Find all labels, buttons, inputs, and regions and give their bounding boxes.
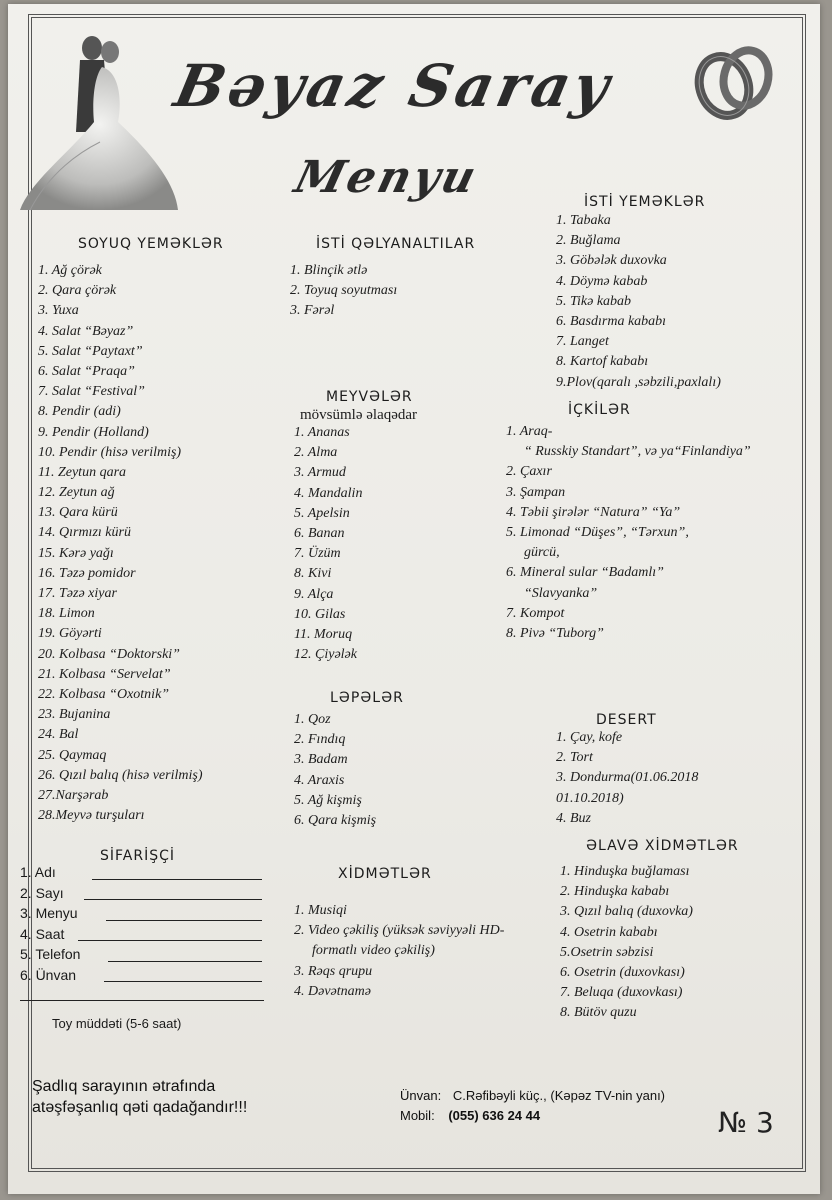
menu-item: 5.Osetrin səbzisi	[560, 944, 654, 960]
menu-item: 20. Kolbasa “Doktorski”	[38, 646, 180, 662]
customer-field[interactable]	[20, 924, 270, 945]
menu-item: 9. Alça	[294, 586, 334, 602]
customer-field-line[interactable]	[92, 879, 262, 880]
menu-item: 10. Pendir (hisə verilmiş)	[38, 444, 182, 460]
menu-item: 13. Qara kürü	[38, 505, 118, 521]
menu-item: 3. Badam	[294, 752, 348, 768]
cold-dishes-list	[38, 261, 203, 826]
menu-item: 5. Ağ kişmiş	[294, 792, 362, 808]
address-label: Ünvan:	[400, 1088, 442, 1103]
menu-item: 6. Osetrin (duxovkası)	[560, 964, 685, 980]
menu-item: 26. Qızıl balıq (hisə verilmiş)	[38, 767, 203, 783]
menu-item: 1. Blinçik ətlə	[290, 263, 368, 278]
menu-item: 4. Salat “Bəyaz”	[38, 323, 134, 339]
menu-item: 3. Yuxa	[38, 303, 79, 319]
customer-field-label: 6. Ünvan	[20, 966, 77, 983]
hot-dishes-list	[556, 211, 721, 393]
fireworks-warning	[32, 1076, 247, 1118]
menu-item: 18. Limon	[38, 606, 95, 622]
menu-item: 2. Qara çörək	[38, 283, 117, 299]
customer-field-label: 1. Adı	[20, 864, 56, 880]
menu-item: 3. Rəqs qrupu	[294, 963, 373, 979]
menu-item: 1. Musiqi	[294, 903, 347, 918]
menu-item: 1. Ağ çörək	[38, 263, 102, 278]
fruits-subtitle: mövsümlə əlaqədar	[300, 407, 418, 423]
menu-item: 12. Zeytun ağ	[38, 485, 115, 501]
customer-field-line[interactable]	[106, 920, 262, 921]
menu-item: 8. Pendir (adi)	[38, 404, 121, 420]
address-value: C.Rəfibəyli küç., (Kəpəz TV-nin yanı)	[452, 1088, 666, 1103]
menu-item: 23. Bujanina	[38, 707, 111, 723]
menu-subtitle: Menyu	[289, 152, 484, 203]
menu-item: 3. Şampan	[506, 484, 566, 500]
drinks-list	[506, 422, 751, 644]
customer-field-label: 5. Telefon	[20, 946, 81, 962]
menu-item: 6. Salat “Praqa”	[38, 363, 135, 379]
menu-item: 22. Kolbasa “Oxotnik”	[38, 686, 170, 702]
menu-item: 1. Tabaka	[556, 213, 611, 228]
menu-item: 5. Tikə kabab	[556, 293, 632, 309]
customer-form	[20, 862, 270, 985]
menu-item: gürcü,	[524, 545, 560, 561]
menu-item: 24. Bal	[38, 727, 79, 743]
menu-item: 6. Qara kişmiş	[294, 812, 377, 828]
menu-item: 8. Bütöv quzu	[560, 1005, 637, 1021]
menu-item: 5. Apelsin	[294, 505, 350, 521]
warning-line-1: Şadlıq sarayının ətrafında	[32, 1078, 216, 1095]
customer-field-label: 4. Saat	[20, 925, 65, 942]
menu-item: 10. Gilas	[294, 606, 346, 622]
menu-sheet	[8, 4, 820, 1194]
customer-field-label: 2. Sayı	[20, 884, 64, 901]
menu-item: 7. Langet	[556, 334, 609, 350]
menu-item: 8. Kartof kababı	[556, 354, 649, 370]
section-title-fruits: MEYVƏLƏR	[326, 389, 413, 405]
menu-item: 01.10.2018)	[556, 790, 624, 806]
mobile-value: (055) 636 24 44	[448, 1108, 541, 1123]
customer-field-line[interactable]	[84, 899, 262, 900]
menu-item: 2. Fındıq	[294, 732, 346, 748]
section-title-hot-appetizers: İSTİ QƏLYANALTILAR	[316, 236, 476, 252]
menu-item: 4. Təbii şirələr “Natura” “Ya”	[506, 504, 681, 520]
section-title-cold-dishes: SOYUQ YEMƏKLƏR	[78, 236, 224, 252]
section-title-hot-dishes: İSTİ YEMƏKLƏR	[584, 194, 706, 210]
menu-item: 2. Video çəkiliş (yüksək səviyyəli HD-	[294, 923, 505, 939]
menu-item: 15. Kərə yağı	[38, 545, 114, 561]
extra-services-list	[560, 862, 693, 1024]
menu-item: 3. Qızıl balıq (duxovka)	[560, 904, 693, 920]
menu-item: 9.Plov(qaralı ,səbzili,paxlalı)	[556, 374, 721, 390]
menu-item: 5. Limonad “Düşes”, “Tərxun”,	[506, 524, 689, 540]
customer-field[interactable]	[20, 862, 270, 883]
menu-item: 1. Ananas	[294, 425, 350, 440]
menu-item: formatlı video çəkiliş)	[312, 943, 435, 959]
mobile-label: Mobil:	[400, 1108, 435, 1123]
menu-item: “Slavyanka”	[524, 585, 598, 601]
address-block	[400, 1086, 665, 1126]
menu-item: 2. Hinduşka kababı	[560, 884, 670, 900]
menu-item: 17. Təzə xiyar	[38, 586, 117, 601]
wedding-couple-image	[10, 22, 180, 212]
customer-field-line[interactable]	[78, 940, 262, 941]
menu-item: 4. Döymə kabab	[556, 273, 648, 289]
form-extra-line	[20, 1000, 264, 1001]
wedding-duration: Toy müddəti (5-6 saat)	[52, 1016, 182, 1031]
customer-field[interactable]	[20, 965, 270, 986]
dessert-list	[556, 728, 698, 829]
section-title-dessert: DESERT	[596, 712, 657, 728]
menu-item: 3. Armud	[294, 465, 346, 481]
customer-field[interactable]	[20, 883, 270, 904]
menu-item: 12. Çiyələk	[294, 647, 357, 663]
menu-item: 7. Üzüm	[294, 546, 341, 562]
menu-item: 4. Mandalin	[294, 485, 363, 501]
menu-item: 25. Qaymaq	[38, 747, 107, 763]
menu-item: 1. Çay, kofe	[556, 730, 623, 745]
section-title-services: XİDMƏTLƏR	[338, 866, 432, 882]
menu-item: 6. Banan	[294, 525, 345, 541]
customer-field[interactable]	[20, 944, 270, 965]
menu-item: 3. Göbələk duxovka	[556, 253, 667, 269]
menu-item: 6. Mineral sular “Badamlı”	[506, 565, 664, 581]
menu-item: 6. Basdırma kababı	[556, 313, 667, 329]
menu-item: 27.Narşərab	[38, 787, 109, 803]
page-number: № 3	[718, 1106, 774, 1139]
menu-item: 7. Salat “Festival”	[38, 384, 145, 400]
menu-item: 4. Dəvətnamə	[294, 983, 371, 999]
warning-line-2: atəşfəşanlıq qəti qadağandır!!!	[32, 1099, 248, 1116]
menu-item: 2. Buğlama	[556, 233, 621, 249]
menu-item: 1. Araq-	[506, 424, 553, 439]
wedding-rings-icon	[688, 34, 783, 129]
menu-item: 1. Hinduşka buğlaması	[560, 864, 690, 879]
customer-field-line[interactable]	[104, 981, 262, 982]
section-title-customer: SİFARİŞÇİ	[100, 848, 176, 864]
section-title-nuts: LƏPƏLƏR	[330, 690, 404, 706]
restaurant-title: Bəyaz Saray	[168, 52, 619, 120]
menu-item: 8. Kivi	[294, 566, 332, 582]
hot-appetizers-list	[290, 261, 397, 322]
menu-item: 2. Tort	[556, 750, 593, 766]
mobile-row	[400, 1106, 665, 1126]
menu-item: 19. Göyərti	[38, 626, 102, 642]
fruits-list	[294, 423, 362, 665]
menu-item: 4. Araxis	[294, 772, 345, 788]
menu-item: 5. Salat “Paytaxt”	[38, 343, 143, 359]
menu-item: 9. Pendir (Holland)	[38, 424, 149, 440]
menu-item: 21. Kolbasa “Servelat”	[38, 666, 171, 682]
customer-field-line[interactable]	[108, 961, 262, 962]
menu-item: 8. Pivə “Tuborg”	[506, 625, 604, 641]
menu-item: 7. Kompot	[506, 605, 565, 621]
menu-item: 16. Təzə pomidor	[38, 565, 136, 581]
section-title-drinks: İÇKİLƏR	[568, 402, 631, 418]
menu-item: “ Russkiy Standart”, və ya“Finlandiya”	[524, 444, 751, 460]
menu-item: 11. Moruq	[294, 626, 353, 642]
menu-item: 2. Çaxır	[506, 464, 552, 480]
customer-field[interactable]	[20, 903, 270, 924]
menu-item: 2. Toyuq soyutması	[290, 283, 398, 299]
menu-item: 3. Fərəl	[290, 303, 335, 319]
menu-item: 4. Buz	[556, 810, 591, 826]
address-row	[400, 1086, 665, 1106]
nuts-list	[294, 710, 376, 831]
section-title-extra-services: ƏLAVƏ XİDMƏTLƏR	[586, 838, 739, 854]
menu-item: 11. Zeytun qara	[38, 464, 127, 480]
menu-item: 3. Dondurma(01.06.2018	[556, 770, 699, 786]
menu-item: 28.Meyvə turşuları	[38, 808, 145, 824]
menu-item: 1. Qoz	[294, 712, 331, 727]
menu-item: 7. Beluqa (duxovkası)	[560, 985, 683, 1001]
menu-item: 4. Osetrin kababı	[560, 924, 658, 940]
menu-item: 14. Qırmızı kürü	[38, 525, 131, 541]
services-list	[294, 901, 504, 1002]
customer-field-label: 3. Menyu	[20, 905, 78, 921]
menu-item: 2. Alma	[294, 445, 338, 461]
